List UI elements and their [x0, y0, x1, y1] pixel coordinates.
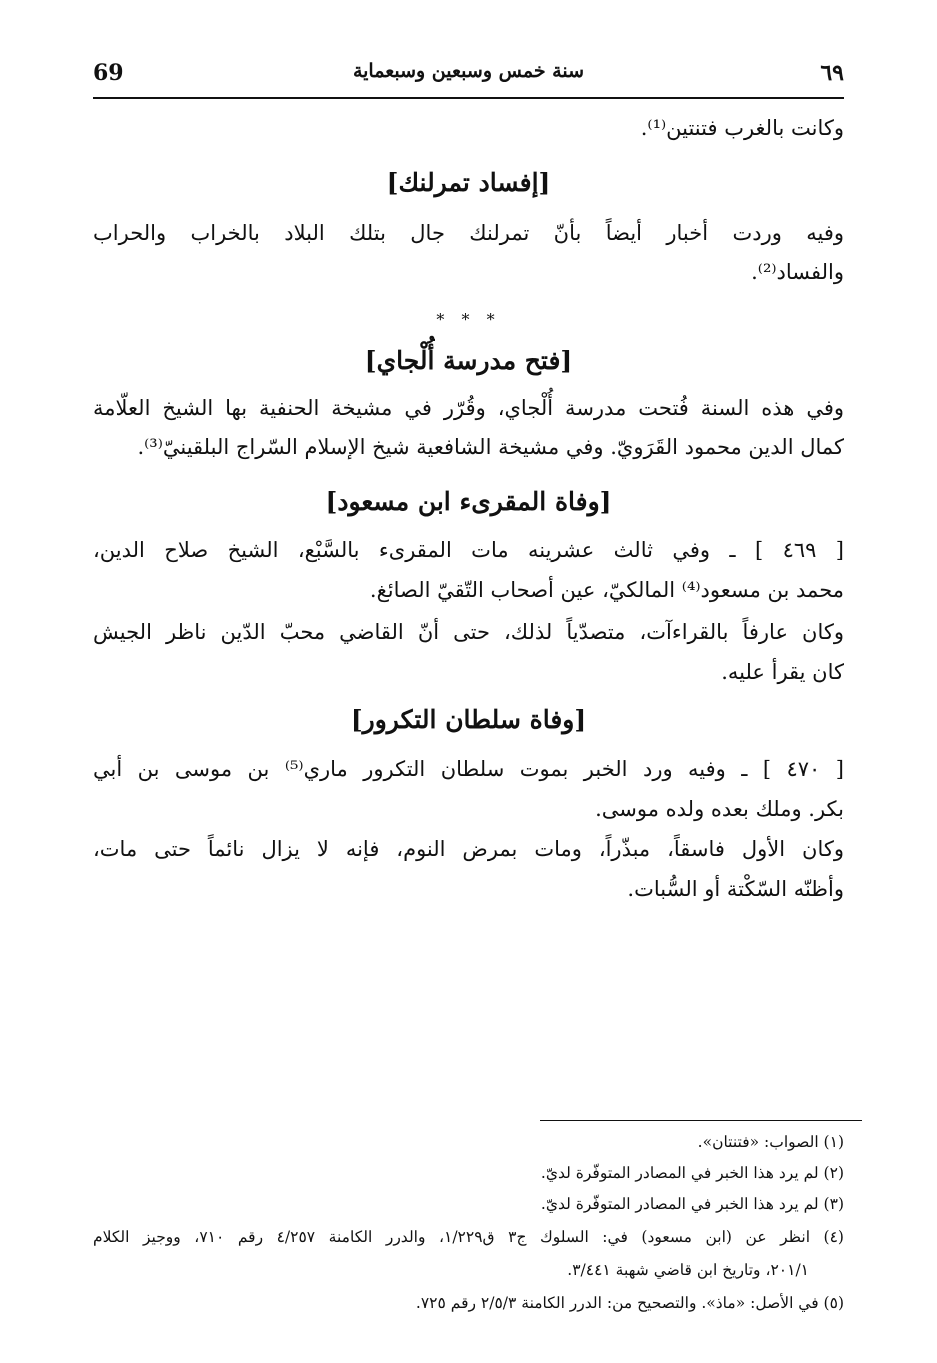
body-line: وفيه وردت أخبار أيضاً بأنّ تمرلنك جال بتلك البلاد بالخراب والحراب [93, 221, 844, 245]
running-header [93, 58, 844, 98]
body-line: وكان عارفاً بالقراءآت، متصدّياً لذلك، حتى أنّ القاضي محبّ الدّين ناظر الجيش [93, 620, 844, 644]
footnote-continuation: ٢٠١/١، وتاريخ ابن قاضي شهبة ٣/٤٤١. [567, 1261, 809, 1279]
body-line: والفساد⁽²⁾. [751, 260, 844, 284]
page-number-latin: 69 [93, 60, 124, 86]
footnote-rule [540, 1120, 862, 1121]
body-line: وفي هذه السنة فُتحت مدرسة أُلْجاي، وقُرّر في مشيخة الحنفية بها الشيخ العلّامة [93, 396, 844, 420]
footnote: (٤) انظر عن (ابن مسعود) في: السلوك ج٣ ق١/٢٢٩، والدرر الكامنة ٤/٢٥٧ رقم ٧١٠، ووجيز الكلام [93, 1228, 844, 1246]
body-line: بكر. وملك بعده ولده موسى. [595, 797, 844, 821]
section-heading: [وفاة المقرىء ابن مسعود] [325, 487, 612, 516]
body-line: وأظنّه السّكْتة أو السُّبات. [627, 877, 844, 901]
header-rule [93, 97, 844, 99]
section-divider-stars: * * * [436, 310, 501, 329]
section-heading: [فتح مدرسة أُلْجاي] [364, 346, 573, 375]
running-title: سنة خمس وسبعين وسبعماية [352, 60, 585, 82]
section-heading: [وفاة سلطان التكرور] [350, 705, 587, 734]
body-line: وكان الأول فاسقاً، مبذّراً، ومات بمرض النوم، فإنه لا يزال نائماً حتى مات، [93, 837, 844, 861]
body-line: كان يقرأ عليه. [721, 660, 844, 684]
body-line: كمال الدين محمود القَرَويّ. وفي مشيخة الشافعية شيخ الإسلام السّراج البلقينيّ⁽³⁾. [137, 435, 844, 459]
footnote: (٥) في الأصل: «ماذ». والتصحيح من: الدرر الكامنة ٢/٥/٣ رقم ٧٢٥. [415, 1294, 844, 1312]
body-line: [ ٤٧٠ ] ـ وفيه ورد الخبر بموت سلطان التكرور ماري⁽⁵⁾ بن موسى بن أبي [93, 757, 844, 781]
footnote: (٢) لم يرد هذا الخبر في المصادر المتوفّرة لديّ. [540, 1164, 844, 1182]
body-line: [ ٤٦٩ ] ـ وفي ثالث عشرينه مات المقرىء بالسَّبْع، الشيخ صلاح الدين، [93, 538, 844, 562]
footnote: (١) الصواب: «فتنتان». [697, 1133, 844, 1151]
page-number-arabic: ٦٩ [820, 60, 844, 86]
footnote: (٣) لم يرد هذا الخبر في المصادر المتوفّرة لديّ. [540, 1195, 844, 1213]
section-heading: [إفساد تمرلنك] [386, 168, 551, 197]
body-line: محمد بن مسعود⁽⁴⁾ المالكيّ، عين أصحاب التّقيّ الصائغ. [369, 578, 844, 602]
body-line: وكانت بالغرب فتنتين⁽¹⁾. [640, 116, 844, 140]
